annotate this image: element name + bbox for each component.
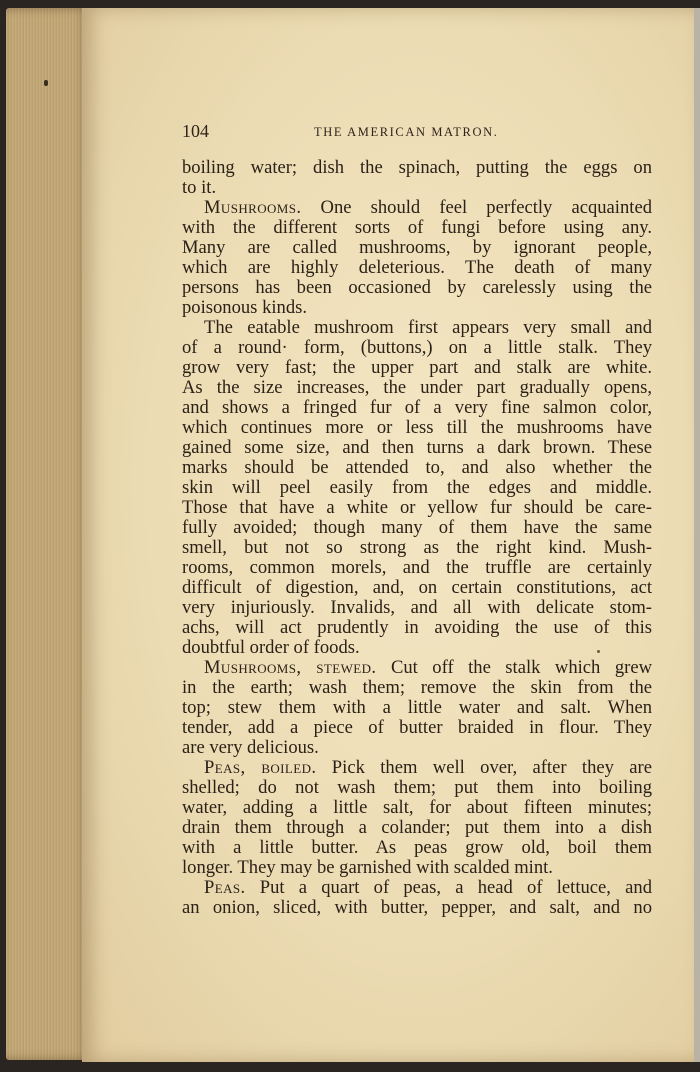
line-text: smell, but not so strong as the right kind. Mush-	[182, 537, 652, 558]
text-line	[182, 318, 652, 338]
text-line	[182, 218, 652, 238]
running-title: THE AMERICAN MATRON.	[314, 125, 499, 139]
right-margin-strip	[694, 8, 700, 1062]
line-text: achs, will act prudently in avoiding the use of this	[182, 617, 652, 638]
text-line	[182, 858, 652, 878]
page-header	[182, 121, 652, 145]
line-text: The eatable mushroom first appears very small and	[204, 317, 652, 338]
line-text: skin will peel easily from the edges and middle.	[182, 477, 652, 498]
text-line	[182, 338, 652, 358]
line-text: Cut off the stalk which grew	[376, 657, 652, 678]
text-line	[182, 558, 652, 578]
line-text: with a little butter. As peas grow old, boil them	[182, 837, 652, 858]
line-text: of a round· form, (buttons,) on a little stalk. They	[182, 337, 652, 358]
text-line	[182, 798, 652, 818]
line-text: which continues more or less till the mushrooms have	[182, 417, 652, 438]
line-text: grow very fast; the upper part and stalk are white.	[182, 357, 652, 378]
ink-fleck	[597, 650, 600, 653]
text-line	[182, 778, 652, 798]
text-line	[182, 258, 652, 278]
text-line	[182, 198, 652, 218]
line-text: difficult of digestion, and, on certain constitutions, act	[182, 577, 652, 598]
line-text: to it.	[182, 177, 217, 198]
text-line	[182, 458, 652, 478]
text-line	[182, 818, 652, 838]
page-edges	[6, 8, 90, 1060]
recipe-heading: Peas, boiled.	[204, 757, 317, 778]
line-text: boiling water; dish the spinach, putting the eggs on	[182, 157, 652, 178]
line-text: drain them through a colander; put them into a dish	[182, 817, 652, 838]
line-text: Many are called mushrooms, by ignorant people,	[182, 237, 652, 258]
text-line	[182, 638, 652, 658]
line-text: and shows a fringed fur of a very fine salmon color,	[182, 397, 652, 418]
line-text: an onion, sliced, with butter, pepper, and salt, and no	[182, 897, 652, 918]
text-line	[182, 498, 652, 518]
line-text: tender, add a piece of butter braided in flour. They	[182, 717, 652, 738]
line-text: persons has been occasioned by carelessly using the	[182, 277, 652, 298]
recipe-heading: Mushrooms, stewed.	[204, 657, 377, 678]
line-text: water, adding a little salt, for about fifteen minutes;	[182, 797, 652, 818]
body-text	[182, 158, 652, 918]
text-line	[182, 618, 652, 638]
recipe-heading: Mushrooms.	[204, 197, 302, 218]
line-text: poisonous kinds.	[182, 297, 308, 318]
text-line	[182, 178, 652, 198]
text-line	[182, 438, 652, 458]
line-text: which are highly deleterious. The death of many	[182, 257, 652, 278]
text-line	[182, 738, 652, 758]
text-line	[182, 398, 652, 418]
page-number: 104	[182, 121, 209, 141]
line-text: Put a quart of peas, a head of lettuce, and	[245, 877, 652, 898]
line-text: in the earth; wash them; remove the skin from the	[182, 677, 652, 698]
line-text: top; stew them with a little water and salt. When	[182, 697, 652, 718]
text-line	[182, 698, 652, 718]
text-line	[182, 758, 652, 778]
line-text: gained some size, and then turns a dark brown. These	[182, 437, 652, 458]
text-line	[182, 378, 652, 398]
line-text: rooms, common morels, and the truffle are certainly	[182, 557, 652, 578]
text-line	[182, 838, 652, 858]
text-line	[182, 598, 652, 618]
text-line	[182, 678, 652, 698]
line-text: One should feel perfectly acquainted	[301, 197, 652, 218]
line-text: longer. They may be garnished with scalded mint.	[182, 857, 553, 878]
text-line	[182, 298, 652, 318]
line-text: shelled; do not wash them; put them into boiling	[182, 777, 652, 798]
line-text: are very delicious.	[182, 737, 319, 758]
line-text: Pick them well over, after they are	[316, 757, 652, 778]
line-text: marks should be attended to, and also whether the	[182, 457, 652, 478]
text-line	[182, 478, 652, 498]
text-line	[182, 538, 652, 558]
line-text: fully avoided; though many of them have the same	[182, 517, 652, 538]
text-line	[182, 418, 652, 438]
text-line	[182, 158, 652, 178]
text-line	[182, 658, 652, 678]
recipe-heading: Peas.	[204, 877, 246, 898]
line-text: As the size increases, the under part gradually opens,	[182, 377, 652, 398]
text-line	[182, 238, 652, 258]
text-line	[182, 898, 652, 918]
line-text: doubtful order of foods.	[182, 637, 360, 658]
text-line	[182, 578, 652, 598]
line-text: Those that have a white or yellow fur should be care-	[182, 497, 652, 518]
line-text: with the different sorts of fungi before using any.	[182, 217, 652, 238]
line-text: very injuriously. Invalids, and all with delicate stom-	[182, 597, 652, 618]
edge-mark	[44, 80, 48, 86]
text-line	[182, 718, 652, 738]
text-line	[182, 358, 652, 378]
text-line	[182, 278, 652, 298]
text-line	[182, 518, 652, 538]
text-line	[182, 878, 652, 898]
